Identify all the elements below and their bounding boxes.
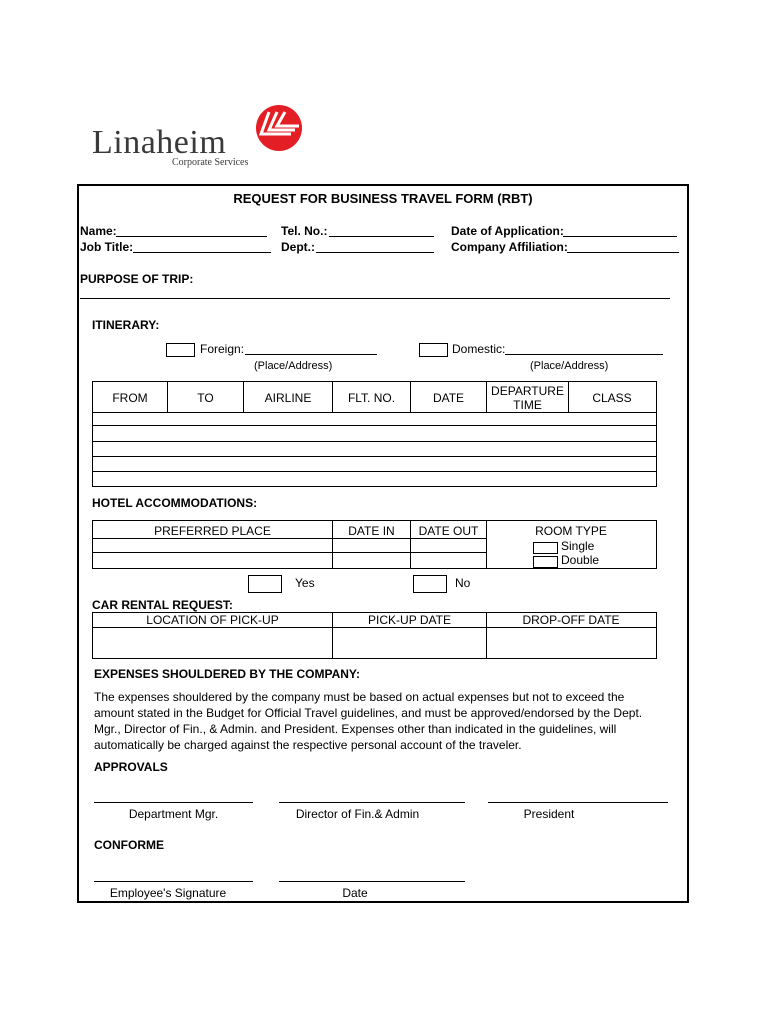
itinerary-row[interactable] [92, 441, 656, 442]
conforme-date-label: Date [342, 886, 368, 900]
domestic-place-note: (Place/Address) [530, 360, 609, 372]
tel-label: Tel. No.: [281, 224, 328, 238]
company-affiliation-label: Company Affiliation: [451, 240, 568, 254]
itinerary-row[interactable] [92, 471, 656, 472]
itinerary-heading: ITINERARY: [92, 318, 160, 332]
expenses-paragraph: The expenses shouldered by the company must be based on actual expenses but not to exceed the amount stated in the Budget for Official Travel guidelines, and must be approved/endorsed by the Dept. Mgr., Director of Fin., & Admin. and President. Expenses other than indicated in the guidelines, will automatically be charged against the respective personal account of the traveler. [94, 690, 643, 752]
foreign-checkbox[interactable] [166, 343, 195, 357]
yes-label: Yes [295, 576, 315, 590]
col-preferred-place: PREFERRED PLACE [154, 524, 271, 538]
director-signature-line[interactable] [279, 802, 465, 803]
domestic-checkbox[interactable] [419, 343, 448, 357]
domestic-label: Domestic: [452, 342, 506, 356]
col-location-pickup: LOCATION OF PICK-UP [146, 613, 279, 627]
itinerary-row[interactable] [92, 425, 656, 426]
double-label: Double [561, 553, 600, 567]
col-class: CLASS [592, 391, 632, 405]
president-label: President [523, 807, 575, 821]
dept-field[interactable] [316, 252, 434, 253]
company-subtitle: Corporate Services [172, 157, 249, 168]
itinerary-row[interactable] [92, 456, 656, 457]
double-checkbox[interactable] [533, 556, 558, 568]
employee-signature-label: Employee's Signature [109, 886, 227, 900]
no-checkbox[interactable] [413, 575, 447, 593]
date-application-field[interactable] [563, 236, 677, 237]
company-affiliation-field[interactable] [567, 252, 679, 253]
foreign-place-note: (Place/Address) [254, 360, 333, 372]
date-application-label: Date of Application: [451, 224, 564, 238]
col-date: DATE [432, 391, 465, 405]
job-title-field[interactable] [133, 252, 271, 253]
col-from: FROM [112, 391, 148, 405]
domestic-place-field[interactable] [505, 354, 663, 355]
company-name: Linaheim [92, 124, 227, 161]
col-dropoff-date: DROP-OFF DATE [522, 613, 620, 627]
single-checkbox[interactable] [533, 542, 558, 554]
department-mgr-signature-line[interactable] [94, 802, 253, 803]
purpose-field[interactable] [80, 298, 670, 299]
form-title: REQUEST FOR BUSINESS TRAVEL FORM (RBT) [233, 191, 533, 206]
foreign-place-field[interactable] [245, 354, 377, 355]
yes-checkbox[interactable] [248, 575, 282, 593]
approvals-heading: APPROVALS [94, 760, 168, 774]
president-signature-line[interactable] [488, 802, 668, 803]
single-label: Single [561, 539, 595, 553]
col-flight-no: FLT. NO. [347, 391, 396, 405]
col-departure-time [487, 384, 568, 412]
col-to: TO [197, 391, 214, 405]
department-mgr-label: Department Mgr. [128, 807, 219, 821]
director-label: Director of Fin.& Admin [295, 807, 420, 821]
col-date-in: DATE IN [348, 524, 395, 538]
name-field[interactable] [116, 236, 267, 237]
col-date-out: DATE OUT [418, 524, 479, 538]
dept-label: Dept.: [281, 240, 315, 254]
col-room-type: ROOM TYPE [535, 524, 607, 538]
col-airline: AIRLINE [264, 391, 312, 405]
car-rental-heading: CAR RENTAL REQUEST: [92, 598, 233, 612]
expenses-heading: EXPENSES SHOULDERED BY THE COMPANY: [94, 667, 361, 681]
conforme-date-line[interactable] [279, 881, 465, 882]
company-logo-icon [255, 104, 303, 152]
conforme-heading: CONFORME [94, 838, 164, 852]
col-departure-line2: TIME [513, 398, 542, 412]
no-label: No [455, 576, 471, 590]
foreign-label: Foreign: [200, 342, 245, 356]
hotel-heading: HOTEL ACCOMMODATIONS: [92, 496, 258, 510]
employee-signature-line[interactable] [94, 881, 253, 882]
hotel-row[interactable] [92, 552, 486, 553]
purpose-label: PURPOSE OF TRIP: [80, 272, 194, 286]
name-label: Name: [80, 224, 117, 238]
col-departure-line1: DEPARTURE [491, 384, 564, 398]
job-title-label: Job Title: [80, 240, 134, 254]
col-pickup-date: PICK-UP DATE [368, 613, 451, 627]
tel-field[interactable] [329, 236, 434, 237]
